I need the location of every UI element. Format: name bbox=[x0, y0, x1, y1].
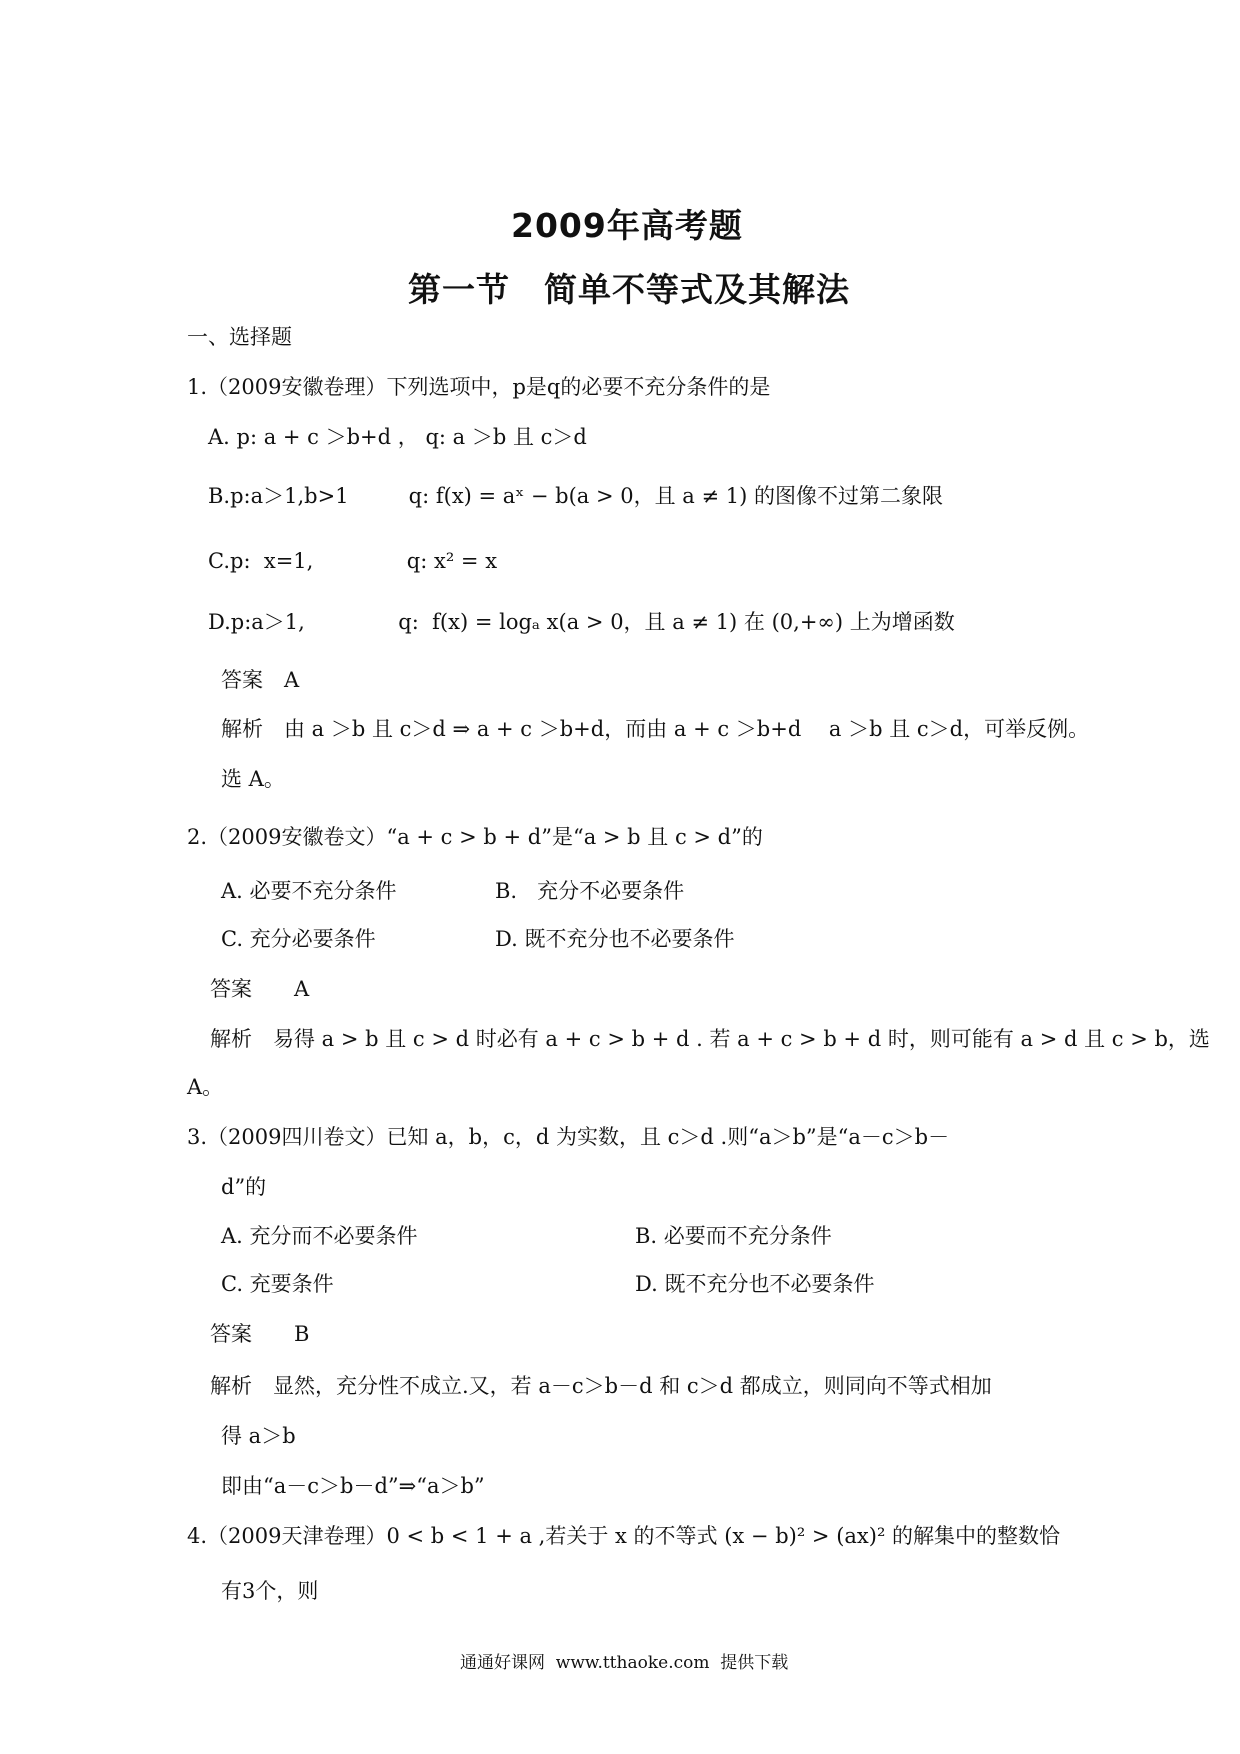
q2-option-b: B. 充分不必要条件 bbox=[495, 879, 685, 903]
q1-option-a: A. p: a + c ＞b+d ， q: a ＞b 且 c＞d bbox=[208, 425, 587, 449]
q3-stem-line2: d”的 bbox=[221, 1175, 267, 1199]
q3-analysis-line3: 即由“a－c＞b－d”⇒“a＞b” bbox=[221, 1474, 485, 1498]
q3-option-a: A. 充分而不必要条件 bbox=[221, 1224, 418, 1248]
q2-analysis-line1: 解析 易得 a > b 且 c > d 时必有 a + c > b + d . 若 a + c > b + d 时，则可能有 a > d 且 c > b，选 bbox=[210, 1027, 1210, 1051]
q2-analysis-line2: A。 bbox=[187, 1075, 224, 1099]
q1-analysis-line2: 选 A。 bbox=[221, 767, 285, 791]
q3-analysis-line1: 解析 显然，充分性不成立.又，若 a－c＞b－d 和 c＞d 都成立，则同向不等式相加 bbox=[210, 1374, 992, 1398]
q4-stem-line2: 有3个，则 bbox=[221, 1579, 319, 1603]
q1-analysis-line1: 解析 由 a ＞b 且 c＞d ⇒ a + c ＞b+d，而由 a + c ＞b+d a ＞b 且 c＞d，可举反例。 bbox=[221, 717, 1090, 741]
page-title: 2009年高考题 bbox=[511, 206, 743, 245]
q3-option-b: B. 必要而不充分条件 bbox=[635, 1224, 832, 1248]
q3-stem-line1: 3.（2009四川卷文）已知 a，b，c，d 为实数，且 c＞d .则“a＞b”是“a－c＞b－ bbox=[187, 1125, 950, 1149]
q2-stem: 2.（2009安徽卷文）“a + c > b + d”是“a > b 且 c > d”的 bbox=[187, 825, 763, 849]
q3-option-c: C. 充要条件 bbox=[221, 1272, 334, 1296]
q3-analysis-line2: 得 a＞b bbox=[221, 1424, 296, 1448]
q1-option-c: C.p: x=1, q: x² = x bbox=[208, 549, 498, 573]
q2-answer: 答案 A bbox=[210, 977, 310, 1001]
q1-stem: 1.（2009安徽卷理）下列选项中，p是q的必要不充分条件的是 bbox=[187, 375, 771, 399]
q1-answer: 答案 A bbox=[221, 668, 300, 692]
q4-stem-line1: 4.（2009天津卷理）0 < b < 1 + a ,若关于 x 的不等式 (x − b)² > (ax)² 的解集中的整数恰 bbox=[187, 1524, 1061, 1548]
q2-option-a: A. 必要不充分条件 bbox=[221, 879, 397, 903]
q2-option-c: C. 充分必要条件 bbox=[221, 927, 376, 951]
page-subtitle: 第一节 简单不等式及其解法 bbox=[408, 270, 850, 309]
q2-option-d: D. 既不充分也不必要条件 bbox=[495, 927, 735, 951]
q3-option-d: D. 既不充分也不必要条件 bbox=[635, 1272, 875, 1296]
page-footer: 通通好课网 www.tthaoke.com 提供下载 bbox=[460, 1653, 789, 1673]
q1-option-b: B.p:a＞1,b>1 q: f(x) = aˣ − b(a > 0，且 a ≠ 1) 的图像不过第二象限 bbox=[208, 484, 943, 508]
q1-option-d: D.p:a＞1, q: f(x) = logₐ x(a > 0，且 a ≠ 1) 在 (0,+∞) 上为增函数 bbox=[208, 610, 955, 634]
q3-answer: 答案 B bbox=[210, 1322, 310, 1346]
section-heading: 一、选择题 bbox=[187, 325, 292, 349]
